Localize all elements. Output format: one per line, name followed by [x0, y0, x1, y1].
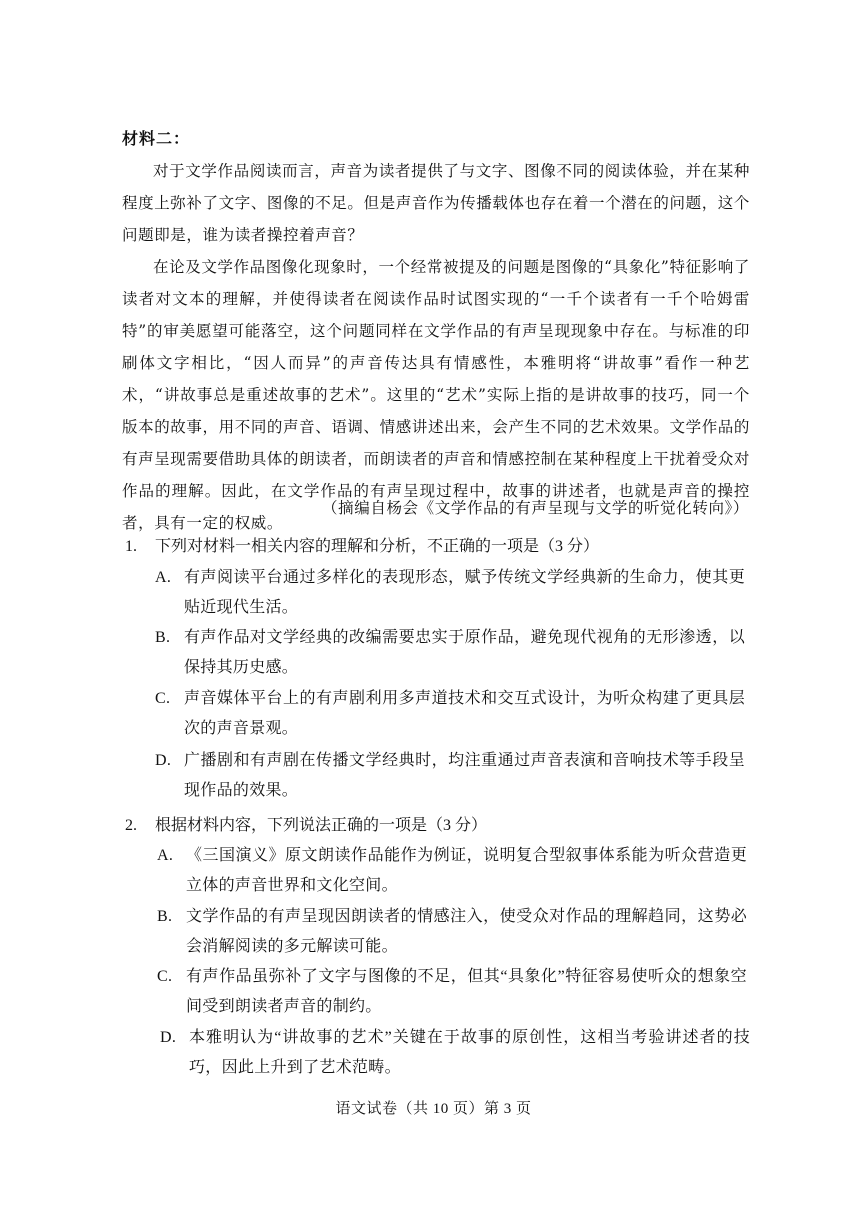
- material-paragraph-1: 对于文学作品阅读而言，声音为读者提供了与文字、图像不同的阅读体验，并在某种程度上弥补了文字、图像的不足。但是声音作为传播载体也存在着一个潜在的问题，这个问题即是，谁为读者操控着声音？: [122, 162, 750, 244]
- option-text: 声音媒体平台上的有声剧利用多声道技术和交互式设计，为听众构建了更具层次的声音景观。: [184, 690, 745, 737]
- option-letter: B.: [157, 908, 173, 925]
- option-letter: A.: [157, 847, 174, 864]
- question-stem: 根据材料内容，下列说法正确的一项是（3 分）: [155, 817, 488, 834]
- option-letter: A.: [155, 569, 172, 586]
- option-text: 文学作品的有声呈现因朗读者的情感注入，使受众对作品的理解趋同，这势必会消解阅读的多元解读可能。: [186, 908, 747, 955]
- question-1-option-c: [155, 684, 745, 744]
- option-text: 有声阅读平台通过多样化的表现形态，赋予传统文学经典新的生命力，使其更贴近现代生活。: [184, 569, 745, 616]
- option-letter: B.: [155, 629, 171, 646]
- option-text: 有声作品对文学经典的改编需要忠实于原作品，避免现代视角的无形渗透，以保持其历史感。: [184, 629, 745, 676]
- question-number: 2.: [125, 817, 137, 834]
- option-text: 本雅明认为“讲故事的艺术”关键在于故事的原创性，这相当考验讲述者的技巧，因此上升到了艺术范畴。: [189, 1029, 750, 1076]
- option-letter: D.: [155, 752, 172, 769]
- question-stem: 下列对材料一相关内容的理解和分析，不正确的一项是（3 分）: [155, 538, 600, 555]
- question-1-option-a: [155, 563, 745, 623]
- option-text: 有声作品虽弥补了文字与图像的不足，但其“具象化”特征容易使听众的想象空间受到朗读者声音的制约。: [186, 968, 747, 1015]
- question-2-option-c: [157, 962, 747, 1022]
- question-2-option-b: [157, 902, 747, 962]
- option-letter: D.: [160, 1029, 177, 1046]
- option-text: 《三国演义》原文朗读作品能作为例证，说明复合型叙事体系能为听众营造更立体的声音世界和文化空间。: [186, 847, 747, 894]
- option-text: 广播剧和有声剧在传播文学经典时，均注重通过声音表演和音响技术等手段呈现作品的效果。: [184, 752, 745, 799]
- question-1-option-d: [155, 746, 745, 806]
- material-heading: 材料二：: [122, 129, 191, 148]
- page-footer: 语文试卷（共 10 页）第 3 页: [335, 1101, 532, 1117]
- source-citation: （摘编自杨会《文学作品的有声呈现与文学的听觉化转向》）: [322, 499, 749, 517]
- option-letter: C.: [157, 968, 173, 985]
- option-letter: C.: [155, 690, 171, 707]
- question-1-option-b: [155, 623, 745, 683]
- question-number: 1.: [125, 538, 137, 555]
- material-paragraph-2: 在论及文学作品图像化现象时，一个经常被提及的问题是图像的“具象化”特征影响了读者对文本的理解，并使得读者在阅读作品时试图实现的“一千个读者有一千个哈姆雷特”的审美愿望可能落空，这个问题同样在文学作品的有声呈现现象中存在。与标准的印刷体文字相比，“因人而异”的声音传达具有情感性，本雅明将“讲故事”看作一种艺术，“讲故事总是重述故事的艺术”。这里的“艺术”实际上指的是讲故事的技巧，同一个版本的故事，用不同的声音、语调、情感讲述出来，会产生不同的艺术效果。文学作品的有声呈现需要借助具体的朗读者，而朗读者的声音和情感控制在某种程度上干扰着受众对作品的理解。因此，在文学作品的有声呈现过程中，故事的讲述者，也就是声音的操控者，具有一定的权威。: [122, 258, 750, 532]
- question-2-option-a: [157, 841, 747, 901]
- question-2-option-d: [160, 1023, 750, 1083]
